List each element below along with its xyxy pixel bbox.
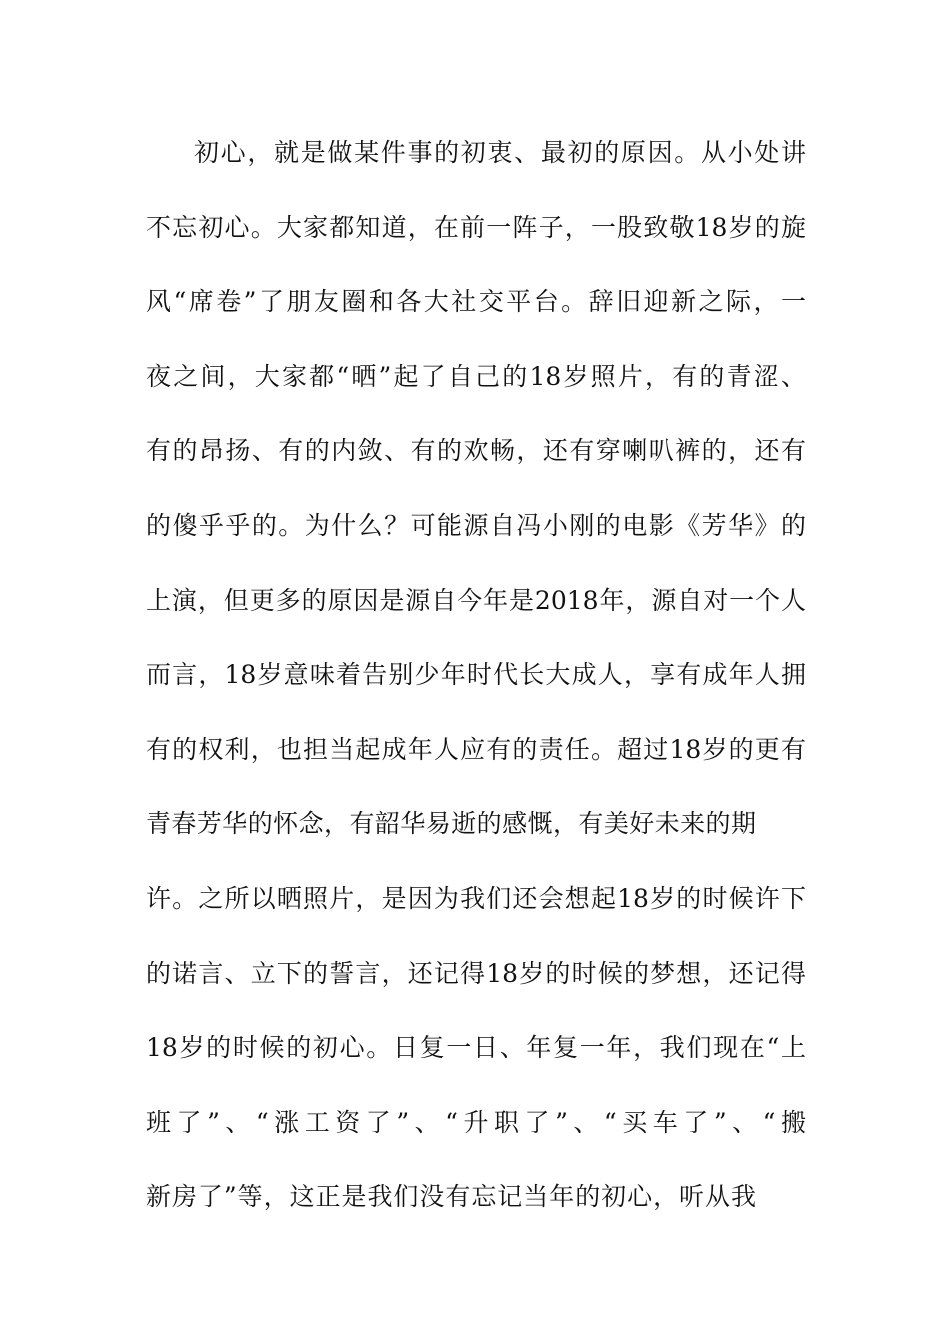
text-line: 班了”、“涨工资了”、“升职了”、“买车了”、“搬	[146, 1107, 806, 1137]
text-line: 有的昂扬、有的内敛、有的欢畅，还有穿喇叭裤的，还有	[146, 436, 806, 466]
text-line: 上演，但更多的原因是源自今年是2018年，源自对一个人	[146, 585, 806, 615]
text-line: 青春芳华的怀念，有韶华易逝的感慨，有美好未来的期	[146, 809, 756, 839]
text-line: 新房了”等，这正是我们没有忘记当年的初心，听从我	[146, 1182, 756, 1212]
body-text	[146, 129, 806, 1248]
text-line: 的诺言、立下的誓言，还记得18岁的时候的梦想，还记得	[146, 958, 806, 988]
text-line: 有的权利，也担当起成年人应有的责任。超过18岁的更有	[146, 734, 806, 764]
text-line: 18岁的时候的初心。日复一日、年复一年，我们现在“上	[146, 1033, 806, 1063]
text-line: 初心，就是做某件事的初衷、最初的原因。从小处讲	[194, 138, 806, 167]
text-line: 夜之间，大家都“晒”起了自己的18岁照片，有的青涩、	[146, 361, 806, 391]
text-line: 的傻乎乎的。为什么？可能源自冯小刚的电影《芳华》的	[146, 510, 806, 540]
text-line: 而言，18岁意味着告别少年时代长大成人，享有成年人拥	[146, 660, 806, 690]
text-line: 不忘初心。大家都知道，在前一阵子，一股致敬18岁的旋	[146, 212, 806, 242]
text-line: 许。之所以晒照片，是因为我们还会想起18岁的时候许下	[146, 883, 806, 913]
text-line: 风“席卷”了朋友圈和各大社交平台。辞旧迎新之际，一	[146, 287, 806, 317]
